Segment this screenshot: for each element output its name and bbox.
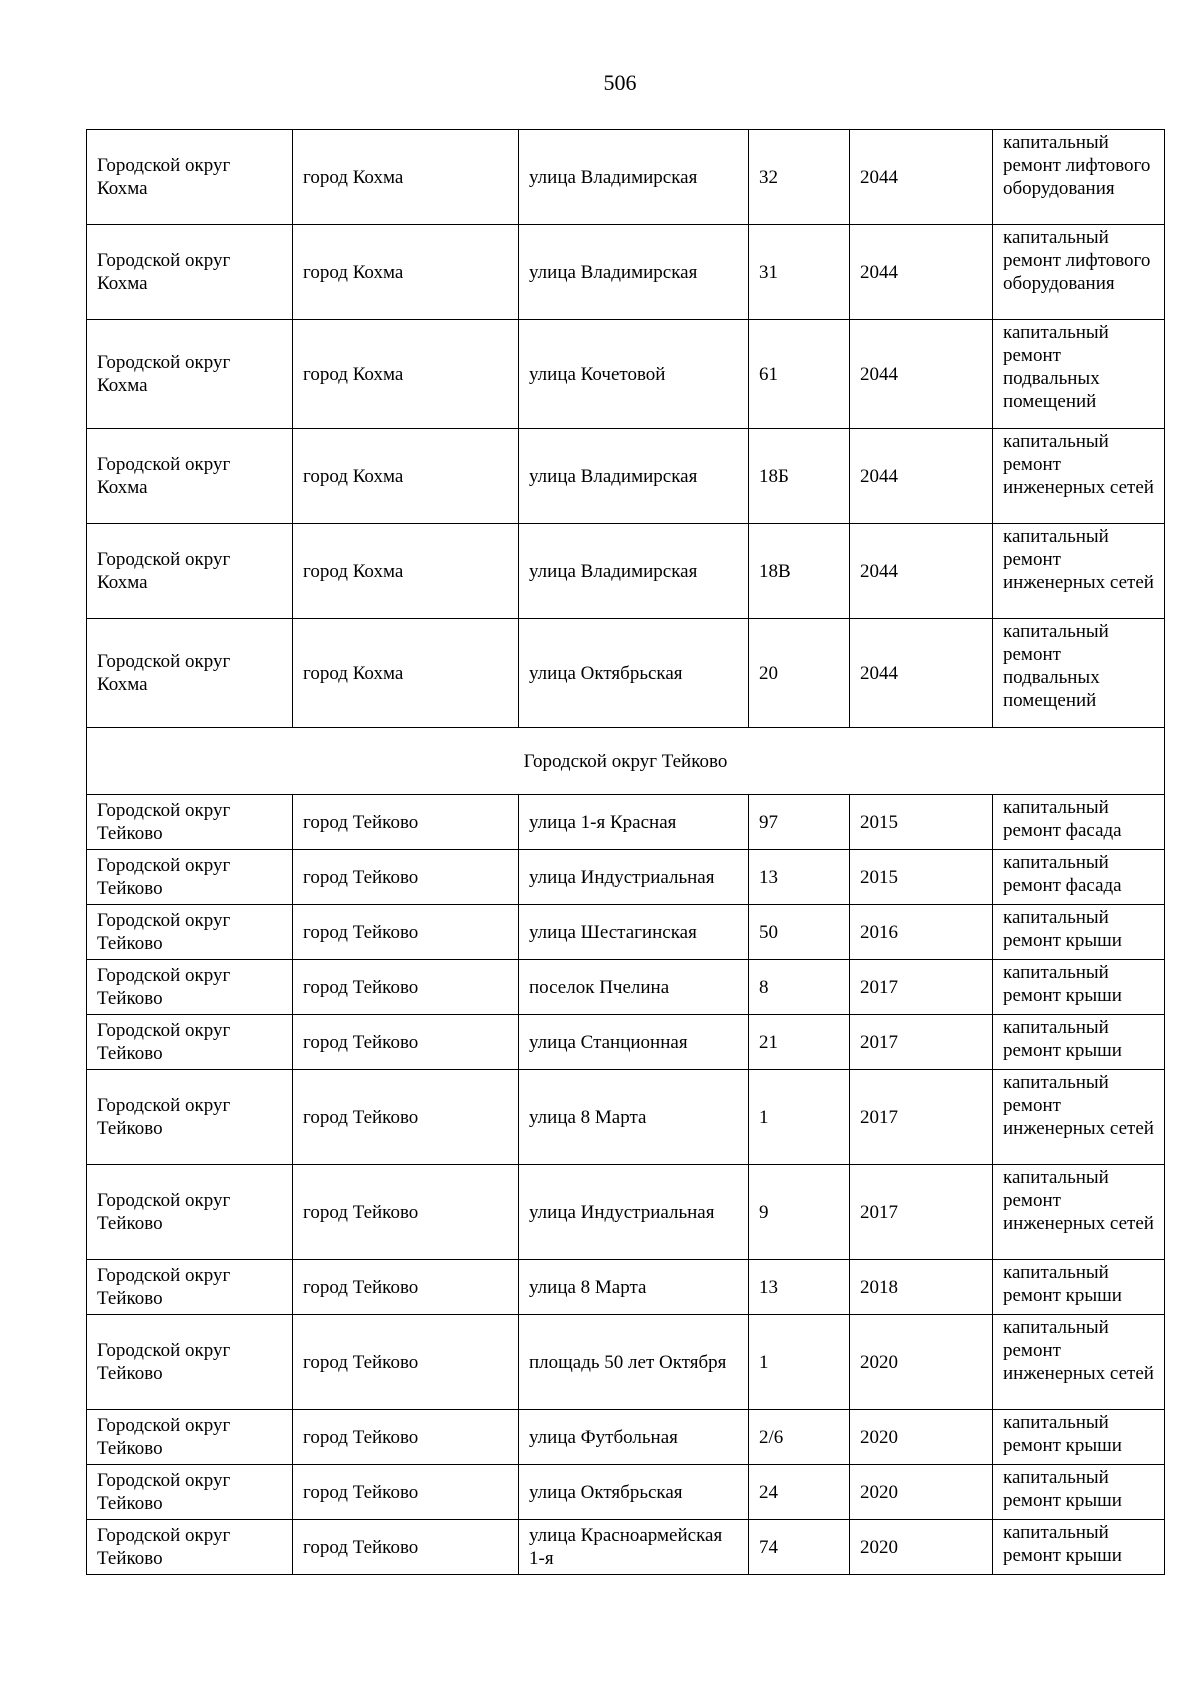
work-type-cell: капитальный ремонт крыши [993, 1410, 1165, 1465]
town-cell: город Тейково [293, 1465, 519, 1520]
house-number-cell: 74 [749, 1520, 850, 1575]
district-cell: Городской округ Тейково [87, 1315, 293, 1410]
town-cell: город Кохма [293, 320, 519, 429]
house-number-cell: 1 [749, 1070, 850, 1165]
street-cell: улица Футбольная [519, 1410, 749, 1465]
table-row [87, 905, 1165, 960]
table-body [87, 130, 1165, 1575]
year-cell: 2020 [850, 1315, 993, 1410]
town-cell: город Кохма [293, 225, 519, 320]
house-number-cell: 20 [749, 619, 850, 728]
table-row [87, 1070, 1165, 1165]
work-type-cell: капитальный ремонт инженерных сетей [993, 429, 1165, 524]
table-row [87, 1520, 1165, 1575]
house-number-cell: 18В [749, 524, 850, 619]
work-type-cell: капитальный ремонт крыши [993, 1465, 1165, 1520]
street-cell: улица 8 Марта [519, 1070, 749, 1165]
year-cell: 2017 [850, 1070, 993, 1165]
work-type-cell: капитальный ремонт лифтового оборудования [993, 225, 1165, 320]
town-cell: город Кохма [293, 524, 519, 619]
house-number-cell: 21 [749, 1015, 850, 1070]
table-row [87, 1260, 1165, 1315]
work-type-cell: капитальный ремонт подвальных помещений [993, 619, 1165, 728]
district-cell: Городской округ Тейково [87, 905, 293, 960]
district-cell: Городской округ Кохма [87, 320, 293, 429]
street-cell: площадь 50 лет Октября [519, 1315, 749, 1410]
work-type-cell: капитальный ремонт инженерных сетей [993, 1315, 1165, 1410]
district-cell: Городской округ Тейково [87, 795, 293, 850]
house-number-cell: 13 [749, 850, 850, 905]
district-cell: Городской округ Кохма [87, 619, 293, 728]
year-cell: 2015 [850, 850, 993, 905]
district-cell: Городской округ Тейково [87, 1465, 293, 1520]
street-cell: улица Владимирская [519, 524, 749, 619]
house-number-cell: 50 [749, 905, 850, 960]
table-row [87, 225, 1165, 320]
street-cell: улица Красноармейская 1-я [519, 1520, 749, 1575]
table-row [87, 1410, 1165, 1465]
town-cell: город Тейково [293, 1410, 519, 1465]
town-cell: город Тейково [293, 1315, 519, 1410]
year-cell: 2017 [850, 960, 993, 1015]
district-cell: Городской округ Тейково [87, 1260, 293, 1315]
work-type-cell: капитальный ремонт крыши [993, 1520, 1165, 1575]
street-cell: улица Владимирская [519, 130, 749, 225]
street-cell: улица Индустриальная [519, 850, 749, 905]
work-type-cell: капитальный ремонт подвальных помещений [993, 320, 1165, 429]
year-cell: 2020 [850, 1410, 993, 1465]
town-cell: город Тейково [293, 795, 519, 850]
house-number-cell: 18Б [749, 429, 850, 524]
district-cell: Городской округ Тейково [87, 1410, 293, 1465]
district-cell: Городской округ Тейково [87, 960, 293, 1015]
year-cell: 2016 [850, 905, 993, 960]
house-number-cell: 2/6 [749, 1410, 850, 1465]
district-cell: Городской округ Кохма [87, 225, 293, 320]
street-cell: поселок Пчелина [519, 960, 749, 1015]
page-number: 506 [603, 70, 637, 95]
work-type-cell: капитальный ремонт инженерных сетей [993, 524, 1165, 619]
district-cell: Городской округ Тейково [87, 1165, 293, 1260]
work-type-cell: капитальный ремонт лифтового оборудования [993, 130, 1165, 225]
year-cell: 2020 [850, 1465, 993, 1520]
section-header-row [87, 728, 1165, 795]
town-cell: город Тейково [293, 905, 519, 960]
work-type-cell: капитальный ремонт крыши [993, 960, 1165, 1015]
street-cell: улица 1-я Красная [519, 795, 749, 850]
year-cell: 2017 [850, 1165, 993, 1260]
house-number-cell: 9 [749, 1165, 850, 1260]
year-cell: 2015 [850, 795, 993, 850]
table-row [87, 524, 1165, 619]
year-cell: 2020 [850, 1520, 993, 1575]
table-row [87, 619, 1165, 728]
street-cell: улица Владимирская [519, 429, 749, 524]
year-cell: 2044 [850, 225, 993, 320]
district-cell: Городской округ Кохма [87, 429, 293, 524]
house-number-cell: 24 [749, 1465, 850, 1520]
work-type-cell: капитальный ремонт инженерных сетей [993, 1070, 1165, 1165]
year-cell: 2044 [850, 320, 993, 429]
table-row [87, 795, 1165, 850]
table-row [87, 960, 1165, 1015]
street-cell: улица Октябрьская [519, 1465, 749, 1520]
district-cell: Городской округ Кохма [87, 130, 293, 225]
district-cell: Городской округ Тейково [87, 1520, 293, 1575]
street-cell: улица Индустриальная [519, 1165, 749, 1260]
town-cell: город Тейково [293, 1165, 519, 1260]
work-type-cell: капитальный ремонт фасада [993, 795, 1165, 850]
town-cell: город Тейково [293, 1015, 519, 1070]
section-title: Городской округ Тейково [87, 728, 1165, 795]
table-row [87, 130, 1165, 225]
house-number-cell: 97 [749, 795, 850, 850]
house-number-cell: 1 [749, 1315, 850, 1410]
district-cell: Городской округ Тейково [87, 1070, 293, 1165]
work-type-cell: капитальный ремонт крыши [993, 905, 1165, 960]
town-cell: город Тейково [293, 1070, 519, 1165]
town-cell: город Кохма [293, 429, 519, 524]
house-number-cell: 13 [749, 1260, 850, 1315]
town-cell: город Кохма [293, 130, 519, 225]
table-row [87, 429, 1165, 524]
town-cell: город Тейково [293, 1520, 519, 1575]
work-type-cell: капитальный ремонт инженерных сетей [993, 1165, 1165, 1260]
house-number-cell: 31 [749, 225, 850, 320]
town-cell: город Тейково [293, 850, 519, 905]
year-cell: 2044 [850, 619, 993, 728]
house-number-cell: 32 [749, 130, 850, 225]
street-cell: улица Станционная [519, 1015, 749, 1070]
street-cell: улица Шестагинская [519, 905, 749, 960]
town-cell: город Тейково [293, 1260, 519, 1315]
year-cell: 2018 [850, 1260, 993, 1315]
year-cell: 2044 [850, 524, 993, 619]
table-row [87, 320, 1165, 429]
table-row [87, 1165, 1165, 1260]
repair-schedule-table [86, 129, 1165, 1575]
house-number-cell: 61 [749, 320, 850, 429]
table-row [87, 850, 1165, 905]
work-type-cell: капитальный ремонт крыши [993, 1015, 1165, 1070]
district-cell: Городской округ Тейково [87, 1015, 293, 1070]
work-type-cell: капитальный ремонт крыши [993, 1260, 1165, 1315]
table-row [87, 1015, 1165, 1070]
table-row [87, 1315, 1165, 1410]
year-cell: 2044 [850, 130, 993, 225]
year-cell: 2044 [850, 429, 993, 524]
district-cell: Городской округ Тейково [87, 850, 293, 905]
year-cell: 2017 [850, 1015, 993, 1070]
town-cell: город Кохма [293, 619, 519, 728]
street-cell: улица Владимирская [519, 225, 749, 320]
street-cell: улица Октябрьская [519, 619, 749, 728]
work-type-cell: капитальный ремонт фасада [993, 850, 1165, 905]
house-number-cell: 8 [749, 960, 850, 1015]
district-cell: Городской округ Кохма [87, 524, 293, 619]
town-cell: город Тейково [293, 960, 519, 1015]
street-cell: улица 8 Марта [519, 1260, 749, 1315]
street-cell: улица Кочетовой [519, 320, 749, 429]
table-row [87, 1465, 1165, 1520]
